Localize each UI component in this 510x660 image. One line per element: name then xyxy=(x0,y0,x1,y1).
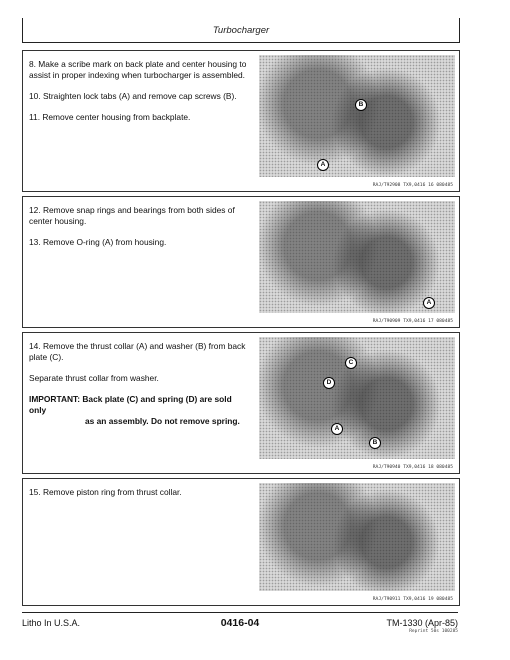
reprint-note: Reprint 50s 100285 xyxy=(409,629,458,634)
step-12: 12. Remove snap rings and bearings from both sides of center housing. xyxy=(29,205,235,226)
separate-note: Separate thrust collar from washer. xyxy=(29,373,159,383)
turbocharger-photo-3 xyxy=(259,337,455,459)
turbocharger-photo-2 xyxy=(259,201,455,313)
procedure-section-3 xyxy=(22,332,460,474)
callout-b: B xyxy=(369,437,381,449)
callout-a: A xyxy=(423,297,435,309)
step-10: 10. Straighten lock tabs (A) and remove cap screws (B). xyxy=(29,91,237,101)
section-1-text xyxy=(29,59,249,133)
page-number: 0416-04 xyxy=(220,617,260,629)
important-text-continued: as an assembly. Do not remove spring. xyxy=(85,416,240,426)
step-11: 11. Remove center housing from backplate. xyxy=(29,112,191,122)
manual-id: TM-1330 (Apr-85) xyxy=(386,618,458,628)
callout-a: A xyxy=(331,423,343,435)
section-4-text xyxy=(29,487,249,508)
photo-caption-4: RAJ/T90911 TX9,0416 19 080485 xyxy=(372,597,453,602)
important-note xyxy=(29,394,249,427)
step-15: 15. Remove piston ring from thrust collar. xyxy=(29,487,182,497)
step-13: 13. Remove O-ring (A) from housing. xyxy=(29,237,167,247)
step-8: 8. Make a scribe mark on back plate and center housing to assist in proper indexing when turbocharger is assembled. xyxy=(29,59,247,80)
photo-caption-2: RAJ/T90909 TX9,0416 17 080485 xyxy=(372,319,453,324)
procedure-section-4 xyxy=(22,478,460,606)
important-text: Back plate (C) and spring (D) are sold only xyxy=(29,394,232,415)
callout-c: C xyxy=(345,357,357,369)
section-3-text xyxy=(29,341,249,437)
turbocharger-photo-1 xyxy=(259,55,455,177)
callout-d: D xyxy=(323,377,335,389)
thrust-collar-photo xyxy=(259,483,455,591)
page-footer xyxy=(22,612,458,641)
photo-caption-1: RAJ/T92908 TX9,0416 16 080485 xyxy=(372,183,453,188)
page-title: Turbocharger xyxy=(212,25,270,36)
footer-litho: Litho In U.S.A. xyxy=(22,618,81,628)
procedure-section-1 xyxy=(22,50,460,192)
procedure-section-2 xyxy=(22,196,460,328)
photo-caption-3: RAJ/T90940 TX9,0416 18 080485 xyxy=(372,465,453,470)
step-14: 14. Remove the thrust collar (A) and washer (B) from back plate (C). xyxy=(29,341,246,362)
page-header xyxy=(22,18,460,43)
section-2-text xyxy=(29,205,249,258)
important-label: IMPORTANT: xyxy=(29,394,81,404)
callout-a: A xyxy=(317,159,329,171)
callout-b: B xyxy=(355,99,367,111)
